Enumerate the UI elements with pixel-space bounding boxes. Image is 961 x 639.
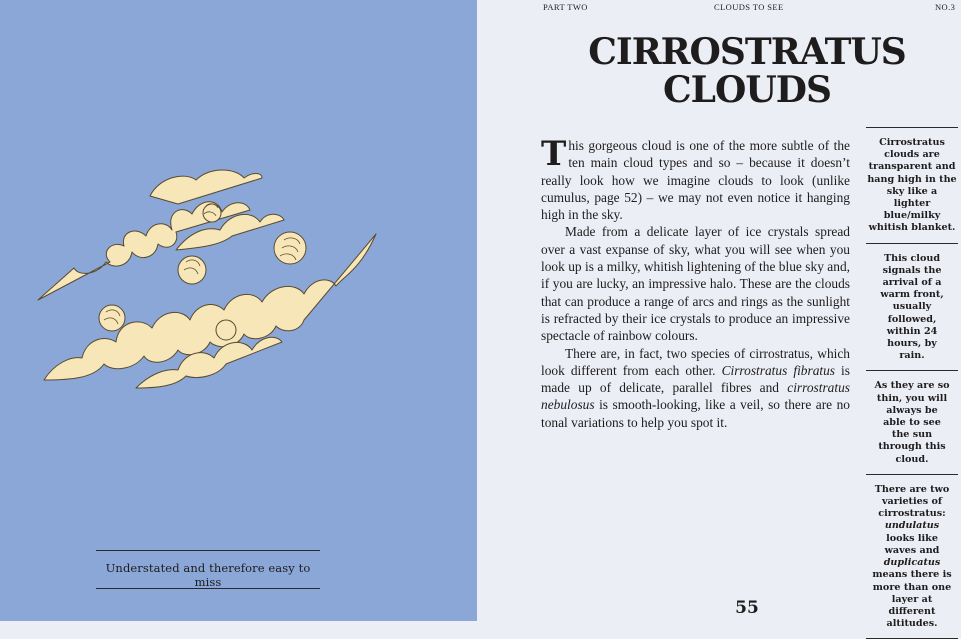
left-page xyxy=(0,0,477,621)
cloud-shape xyxy=(150,170,262,204)
sidebar-note-4 xyxy=(866,475,958,638)
paragraph-3-text-a: There are, in fact, two species of cirrostratus, which look different from each other. xyxy=(541,345,850,378)
paragraph-1 xyxy=(541,134,850,223)
sidebar-note-1: Cirrostratus clouds are transparent and hang high in the sky like a lighter blue/milky whitish blanket. xyxy=(867,137,957,234)
illustration-caption: Understated and therefore easy to miss xyxy=(105,561,311,589)
paragraph-3-text-e: is smooth-looking, like a veil, so there are no tonal variations to help you spot it. xyxy=(541,397,850,430)
term-fibratus: Cirrostratus fibratus xyxy=(721,362,836,378)
sidebar-note-4-c: looks like waves and xyxy=(884,532,940,556)
sidebar-note-2: This cloud signals the arrival of a warm front, usually followed, within 24 hours, by rain. xyxy=(880,252,944,362)
caption-rule-top xyxy=(96,550,320,551)
sidebar-note-4-a: There are two varieties of cirrostratus: xyxy=(874,483,950,520)
paragraph-2: Made from a delicate layer of ice crystals spread over a vast expanse of sky, what you will see when you look up is a milky, whitish lightening of the blue sky and, if you are lucky, an impressive halo. These are the clouds that can produce a range of arcs and rings as the sunlight is refracted by their ice crystals to produce an impressive spectacle of rainbow colours. xyxy=(541,224,850,344)
cirrostratus-cloud-illustration xyxy=(0,0,477,621)
page-title xyxy=(577,33,917,109)
title-line-2: CLOUDS xyxy=(663,69,831,111)
title-line-1: CIRROSTRATUS xyxy=(588,31,906,73)
term-nebulosus: cirrostratus nebulosus xyxy=(541,380,850,413)
paragraph-3-text-c: is made up of delicate, parallel fibres and xyxy=(541,362,850,396)
running-head-section: CLOUDS TO SEE xyxy=(714,2,784,12)
body-text xyxy=(541,134,850,431)
paragraph-3 xyxy=(541,345,850,431)
caption-rule-bottom xyxy=(96,588,320,589)
sidebar-note-4-e: means there is more than one layer at different altitudes. xyxy=(872,569,952,630)
sidebar-notes xyxy=(866,127,958,639)
drop-cap: T xyxy=(541,134,567,174)
term-undulatus: undulatus xyxy=(884,520,940,532)
paragraph-1-text: his gorgeous cloud is one of the more subtle of the ten main cloud types and so – because it doesn’t really look how we imagine clouds to look (unlike cumulus, page 52) – we may not even notice it hanging high in the sky. xyxy=(541,138,850,223)
running-head-number: NO.3 xyxy=(935,2,956,12)
page-number: 55 xyxy=(735,598,759,618)
running-head-part: PART TWO xyxy=(543,2,588,12)
right-page xyxy=(477,0,961,630)
term-duplicatus: duplicatus xyxy=(883,557,941,569)
sidebar-note-3: As they are so thin, you will always be able to see the sun through this cloud. xyxy=(874,380,950,465)
